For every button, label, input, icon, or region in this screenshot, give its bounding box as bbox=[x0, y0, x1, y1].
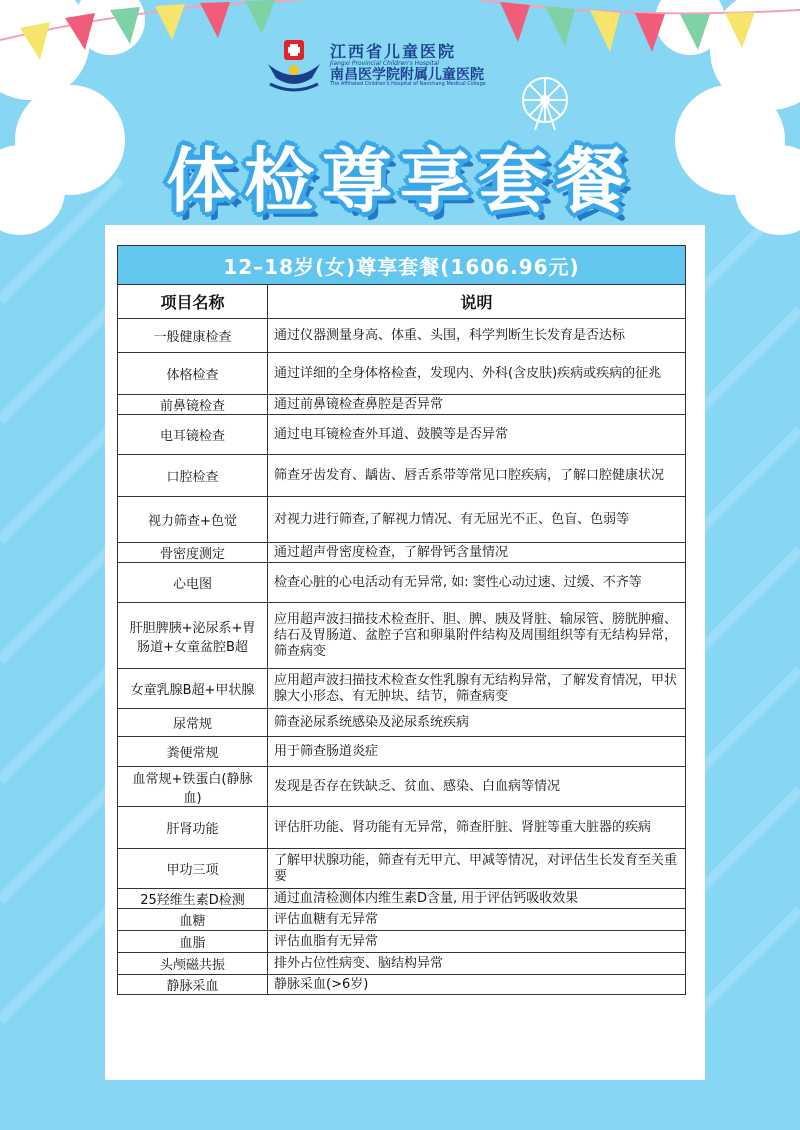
item-name: 肝肾功能 bbox=[118, 807, 268, 849]
item-description: 排外占位性病变、脑结构异常 bbox=[268, 953, 686, 975]
table-header-row bbox=[118, 285, 686, 319]
item-name: 一般健康检查 bbox=[118, 319, 268, 353]
item-name: 粪便常规 bbox=[118, 737, 268, 767]
table-row bbox=[118, 889, 686, 909]
hospital-logo bbox=[262, 38, 502, 94]
table-row bbox=[118, 543, 686, 563]
hospital-name-en: Jiangxi Provincial Children's Hospital bbox=[330, 60, 440, 68]
item-name: 心电图 bbox=[118, 563, 268, 603]
table-row bbox=[118, 455, 686, 497]
table-row bbox=[118, 953, 686, 975]
item-description: 用于筛查肠道炎症 bbox=[268, 737, 686, 767]
item-name: 血糖 bbox=[118, 909, 268, 931]
item-description: 通过电耳镜检查外耳道、鼓膜等是否异常 bbox=[268, 415, 686, 455]
ferris-wheel-icon bbox=[523, 78, 567, 130]
item-name: 血常规+铁蛋白(静脉血) bbox=[118, 767, 268, 807]
table-row bbox=[118, 563, 686, 603]
item-name: 视力筛查+色觉 bbox=[118, 497, 268, 543]
item-description: 评估血脂有无异常 bbox=[268, 931, 686, 953]
item-name: 口腔检查 bbox=[118, 455, 268, 497]
item-description: 通过血清检测体内维生素D含量, 用于评估钙吸收效果 bbox=[268, 889, 686, 909]
table-row bbox=[118, 767, 686, 807]
item-name: 骨密度测定 bbox=[118, 543, 268, 563]
item-description: 通过详细的全身体格检查，发现内、外科(含皮肤)疾病或疾病的征兆 bbox=[268, 353, 686, 395]
hospital-name: 江西省儿童医院 bbox=[330, 42, 457, 62]
hospital-affiliate: 南昌医学院附属儿童医院 bbox=[330, 66, 484, 83]
package-caption: 12–18岁(女)尊享套餐(1606.96元) bbox=[118, 246, 686, 285]
item-name: 电耳镜检查 bbox=[118, 415, 268, 455]
table-row bbox=[118, 709, 686, 737]
table-row bbox=[118, 931, 686, 953]
hospital-logo-icon bbox=[262, 38, 326, 94]
item-name: 前鼻镜检查 bbox=[118, 395, 268, 415]
header-description: 说明 bbox=[268, 285, 686, 319]
item-description: 通过仪器测量身高、体重、头围，科学判断生长发育是否达标 bbox=[268, 319, 686, 353]
item-description: 筛查泌尿系统感染及泌尿系统疾病 bbox=[268, 709, 686, 737]
item-description: 筛查牙齿发育、龋齿、唇舌系带等常见口腔疾病，了解口腔健康状况 bbox=[268, 455, 686, 497]
page-title: 体检尊享套餐 bbox=[166, 140, 634, 222]
package-table bbox=[117, 245, 686, 995]
table-row bbox=[118, 353, 686, 395]
table-row bbox=[118, 669, 686, 709]
item-description: 评估血糖有无异常 bbox=[268, 909, 686, 931]
table-row bbox=[118, 737, 686, 767]
table-row bbox=[118, 975, 686, 995]
item-description: 应用超声波扫描技术检查女性乳腺有无结构异常，了解发育情况，甲状腺大小形态、有无肿块、结节，筛查病变 bbox=[268, 669, 686, 709]
table-row bbox=[118, 909, 686, 931]
item-description: 应用超声波扫描技术检查肝、胆、脾、胰及肾脏、输尿管、膀胱肿瘤、结石及胃肠道、盆腔子宫和卵巢附件结构及周围组织等有无结构异常，筛查病变 bbox=[268, 603, 686, 669]
table-row bbox=[118, 603, 686, 669]
table-row bbox=[118, 807, 686, 849]
package-caption-row bbox=[118, 246, 686, 285]
item-description: 静脉采血(>6岁) bbox=[268, 975, 686, 995]
hospital-affiliate-en: The Affiliated Children's Hospital of Nanchang Medical College bbox=[330, 81, 486, 88]
item-name: 体格检查 bbox=[118, 353, 268, 395]
table-row bbox=[118, 415, 686, 455]
item-name: 女童乳腺B超+甲状腺 bbox=[118, 669, 268, 709]
item-name: 血脂 bbox=[118, 931, 268, 953]
item-name: 静脉采血 bbox=[118, 975, 268, 995]
item-description: 检查心脏的心电活动有无异常, 如: 窦性心动过速、过缓、不齐等 bbox=[268, 563, 686, 603]
item-description: 对视力进行筛查,了解视力情况、有无屈光不正、色盲、色弱等 bbox=[268, 497, 686, 543]
item-description: 通过前鼻镜检查鼻腔是否异常 bbox=[268, 395, 686, 415]
table-row bbox=[118, 497, 686, 543]
item-description: 了解甲状腺功能，筛查有无甲亢、甲减等情况，对评估生长发育至关重要 bbox=[268, 849, 686, 889]
item-description: 通过超声骨密度检查，了解骨钙含量情况 bbox=[268, 543, 686, 563]
table-row bbox=[118, 395, 686, 415]
item-description: 发现是否存在铁缺乏、贫血、感染、白血病等情况 bbox=[268, 767, 686, 807]
item-name: 25羟维生素D检测 bbox=[118, 889, 268, 909]
item-name: 甲功三项 bbox=[118, 849, 268, 889]
item-name: 肝胆脾胰+泌尿系+胃肠道+女童盆腔B超 bbox=[118, 603, 268, 669]
item-name: 尿常规 bbox=[118, 709, 268, 737]
table-row bbox=[118, 319, 686, 353]
item-description: 评估肝功能、肾功能有无异常，筛查肝脏、肾脏等重大脏器的疾病 bbox=[268, 807, 686, 849]
item-name: 头颅磁共振 bbox=[118, 953, 268, 975]
footer-bar bbox=[0, 1090, 800, 1130]
table-row bbox=[118, 849, 686, 889]
header-item-name: 项目名称 bbox=[118, 285, 268, 319]
